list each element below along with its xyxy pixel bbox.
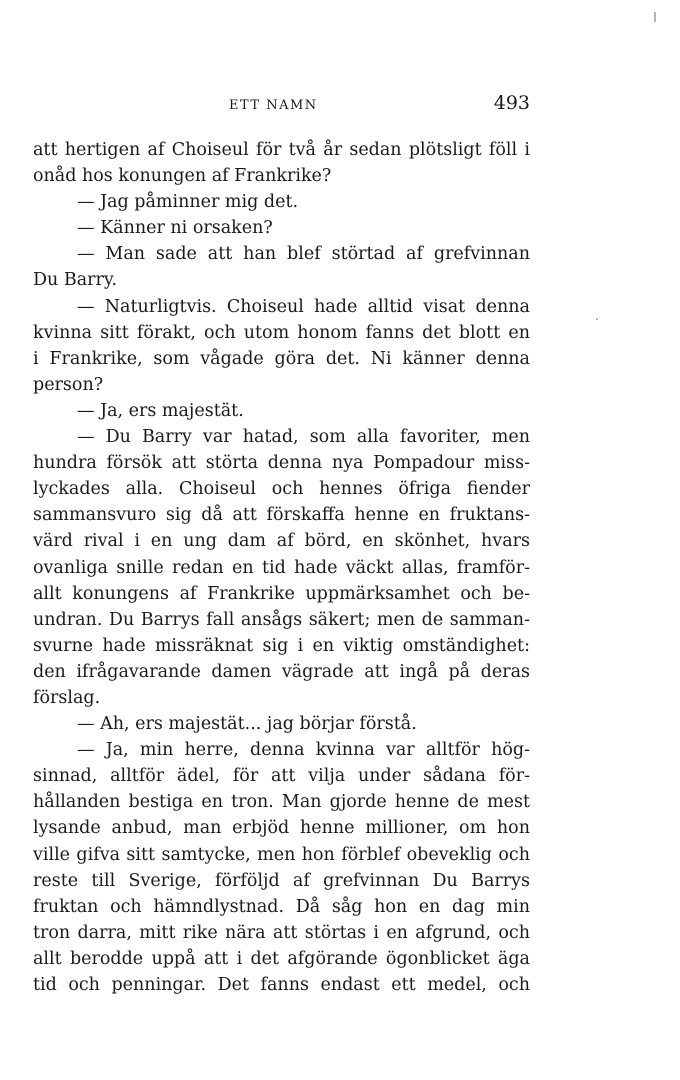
- text-line: — Naturligtvis. Choiseul hade alltid visat denna: [77, 296, 530, 317]
- text-line: — Ah, ers majestät... jag börjar förstå.: [77, 714, 417, 735]
- text-line: onåd hos konungen af Frankrike?: [33, 166, 332, 187]
- text-line: allt berodde uppå att i det afgörande ögonblicket äga: [33, 948, 530, 969]
- text-line: — Du Barry var hatad, som alla favoriter, men: [77, 427, 530, 448]
- text-line: — Ja, ers majestät.: [77, 400, 244, 421]
- body-text: [33, 137, 530, 998]
- page-header: [33, 94, 530, 120]
- text-line: den ifrågavarande damen vägrade att ingå på deras: [33, 661, 530, 682]
- scan-speck: [596, 318, 598, 320]
- text-line: lyckades alla. Choiseul och hennes öfriga fiender: [33, 479, 530, 500]
- text-line: tid och penningar. Det fanns endast ett medel, och: [33, 975, 530, 995]
- text-line: — Man sade att han blef störtad af grefvinnan: [77, 244, 530, 265]
- text-line: ville gifva sitt samtycke, men hon förblef obeveklig och: [33, 844, 530, 865]
- text-line: — Ja, min herre, denna kvinna var alltför hög-: [77, 740, 530, 761]
- text-line: ovanliga snille redan en tid hade väckt allas, framför-: [33, 557, 530, 578]
- text-line: undran. Du Barrys fall ansågs säkert; men de samman-: [33, 609, 530, 630]
- text-line: hundra försök att störta denna nya Pompadour miss-: [33, 453, 530, 474]
- text-line: Du Barry.: [33, 270, 118, 291]
- text-line: kvinna sitt förakt, och utom honom fanns det blott en: [33, 322, 530, 343]
- text-line: att hertigen af Choiseul för två år sedan plötsligt föll i: [33, 140, 530, 160]
- text-line: svurne hade missräknat sig i en viktig omständighet:: [33, 635, 530, 656]
- text-line: — Jag påminner mig det.: [77, 192, 299, 213]
- text-line: reste till Sverige, förföljd af grefvinnan Du Barrys: [33, 870, 530, 891]
- running-title: ETT NAMN: [229, 98, 318, 113]
- text-line: värd rival i en ung dam af börd, en skönhet, hvars: [33, 531, 530, 552]
- text-line: lysande anbud, man erbjöd henne millioner, om hon: [33, 818, 530, 839]
- text-line: sammansvuro sig då att förskaffa henne en fruktans-: [33, 505, 530, 526]
- text-line: allt konungens af Frankrike uppmärksamhet och be-: [33, 583, 530, 604]
- text-line: i Frankrike, som vågade göra det. Ni känner denna: [33, 348, 530, 369]
- text-line: fruktan och hämndlystnad. Då såg hon en dag min: [33, 896, 530, 917]
- page-number: 493: [493, 92, 530, 114]
- text-line: person?: [33, 374, 104, 395]
- text-line: tron darra, mitt rike nära att störtas i en afgrund, och: [33, 922, 530, 943]
- text-line: sinnad, alltför ädel, för att vilja under sådana för-: [33, 766, 530, 787]
- scan-mark: [654, 12, 656, 22]
- text-line: hållanden bestiga en tron. Man gjorde henne de mest: [33, 792, 530, 813]
- text-line: förslag.: [33, 687, 101, 708]
- text-line: — Känner ni orsaken?: [77, 218, 273, 239]
